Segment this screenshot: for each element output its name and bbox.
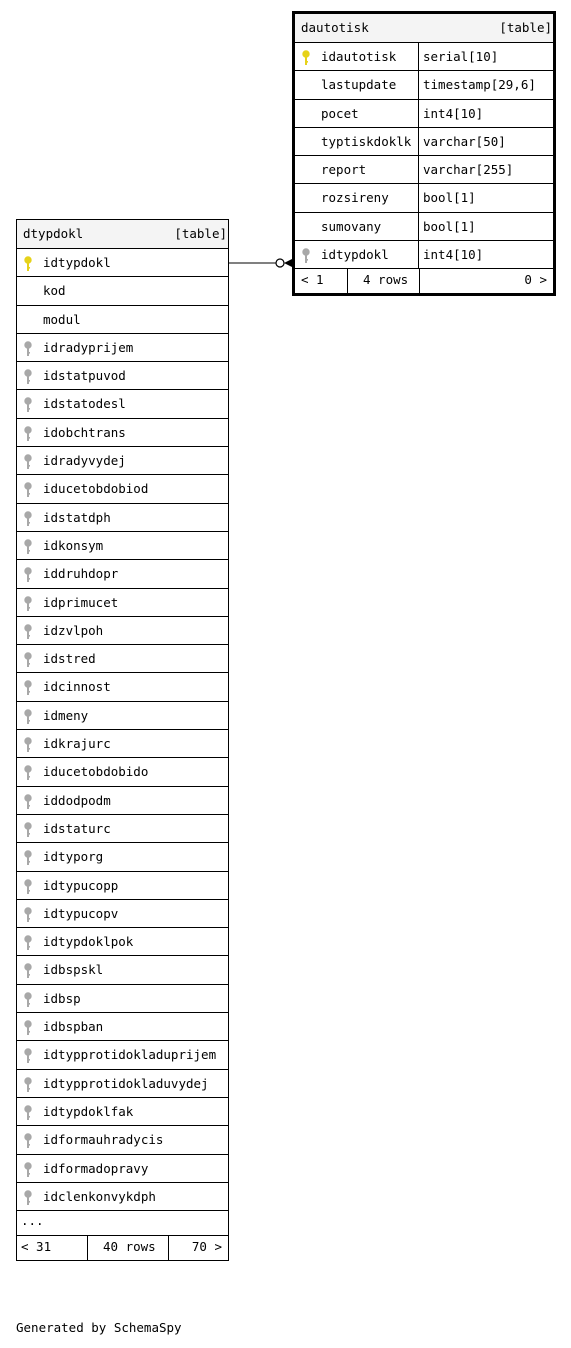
column-row[interactable] <box>17 447 228 475</box>
column-row[interactable] <box>17 249 228 277</box>
column-row[interactable] <box>17 872 228 900</box>
column-name: idprimucet <box>43 594 119 610</box>
footer-parents-count[interactable]: < 31 <box>21 1239 52 1255</box>
column-row[interactable] <box>17 277 228 305</box>
footer-row-count: 40 rows <box>103 1239 156 1255</box>
column-name: iducetobdobiod <box>43 481 149 497</box>
footer-children-count[interactable]: 70 > <box>191 1239 222 1255</box>
column-row[interactable] <box>17 1041 228 1069</box>
column-row[interactable] <box>17 362 228 390</box>
foreign-key-icon <box>23 963 33 979</box>
column-name: idmeny <box>43 707 89 723</box>
column-row[interactable] <box>17 985 228 1013</box>
foreign-key-icon <box>23 822 33 838</box>
foreign-key-icon <box>23 369 33 385</box>
column-name: iddodpodm <box>43 792 111 808</box>
column-row[interactable] <box>17 645 228 673</box>
column-row[interactable] <box>295 241 553 269</box>
column-row[interactable] <box>17 815 228 843</box>
column-row[interactable] <box>17 560 228 588</box>
column-row[interactable] <box>295 71 553 99</box>
foreign-key-icon <box>23 511 33 527</box>
column-name: lastupdate <box>321 77 397 93</box>
column-row[interactable] <box>17 306 228 334</box>
column-type: bool[1] <box>418 213 553 240</box>
column-row[interactable] <box>295 100 553 128</box>
column-row[interactable] <box>17 673 228 701</box>
table-footer <box>17 1236 228 1260</box>
column-name: report <box>321 162 367 178</box>
column-name: idtypdoklpok <box>43 934 134 950</box>
column-row[interactable] <box>17 390 228 418</box>
foreign-key-icon <box>23 1133 33 1149</box>
column-name: idtypdoklfak <box>43 1103 134 1119</box>
foreign-key-icon <box>23 1020 33 1036</box>
column-name: idstatpuvod <box>43 368 126 384</box>
foreign-key-icon <box>23 1162 33 1178</box>
column-type: varchar[255] <box>418 156 553 183</box>
column-row[interactable] <box>17 928 228 956</box>
column-name: idobchtrans <box>43 424 126 440</box>
foreign-key-icon <box>23 1190 33 1206</box>
column-name: modul <box>43 311 81 327</box>
column-name: idzvlpoh <box>43 622 104 638</box>
footer-parents-count[interactable]: < 1 <box>301 272 324 288</box>
column-row[interactable] <box>17 956 228 984</box>
column-name: idradyvydej <box>43 453 126 469</box>
foreign-key-icon <box>23 850 33 866</box>
column-name: idkrajurc <box>43 736 111 752</box>
foreign-key-icon <box>23 567 33 583</box>
table-kind: [table] <box>174 226 227 241</box>
column-row[interactable] <box>17 589 228 617</box>
column-name: idtypucopv <box>43 905 119 921</box>
table-footer <box>295 269 553 293</box>
foreign-key-icon <box>23 680 33 696</box>
table-kind: [table] <box>499 20 552 35</box>
column-row[interactable] <box>17 617 228 645</box>
column-type: serial[10] <box>418 43 553 70</box>
footer-row-count: 4 rows <box>363 272 409 288</box>
column-name: idcinnost <box>43 679 111 695</box>
foreign-key-icon <box>23 397 33 413</box>
foreign-key-icon <box>23 1077 33 1093</box>
column-name: idbspskl <box>43 962 104 978</box>
column-name: idtypprotidokladuprijem <box>43 1047 217 1063</box>
column-type: varchar[50] <box>418 128 553 155</box>
column-row[interactable] <box>17 730 228 758</box>
column-name: idkonsym <box>43 537 104 553</box>
column-type: int4[10] <box>418 241 553 268</box>
column-row[interactable] <box>295 213 553 241</box>
column-name: idbsp <box>43 990 81 1006</box>
more-columns-indicator <box>17 1211 228 1236</box>
column-name: idstaturc <box>43 820 111 836</box>
table-name: dtypdokl <box>23 226 84 241</box>
column-name: idtypdokl <box>321 247 389 263</box>
column-row[interactable] <box>295 128 553 156</box>
column-name: idstred <box>43 651 96 667</box>
column-type: timestamp[29,6] <box>418 71 553 98</box>
primary-key-icon <box>301 50 311 66</box>
table-dautotisk[interactable] <box>292 11 556 296</box>
foreign-key-icon <box>23 652 33 668</box>
column-row[interactable] <box>17 758 228 786</box>
foreign-key-icon <box>23 1048 33 1064</box>
column-name: pocet <box>321 105 359 121</box>
foreign-key-icon <box>23 794 33 810</box>
column-name: idtypucopp <box>43 877 119 893</box>
ellipsis-text: ... <box>21 1213 44 1229</box>
column-name: idformadopravy <box>43 1160 149 1176</box>
column-row[interactable] <box>295 184 553 212</box>
column-row[interactable] <box>17 419 228 447</box>
foreign-key-icon <box>23 426 33 442</box>
foreign-key-icon <box>23 737 33 753</box>
foreign-key-icon <box>301 248 311 264</box>
column-name: idtyporg <box>43 849 104 865</box>
foreign-key-icon <box>23 539 33 555</box>
foreign-key-icon <box>23 879 33 895</box>
column-row[interactable] <box>295 43 553 71</box>
foreign-key-icon <box>23 454 33 470</box>
table-dtypdokl[interactable] <box>16 219 229 1261</box>
column-row[interactable] <box>17 1126 228 1154</box>
column-name: idbspban <box>43 1019 104 1035</box>
column-name: idformauhradycis <box>43 1132 164 1148</box>
column-name: rozsireny <box>321 190 389 206</box>
column-row[interactable] <box>17 1183 228 1211</box>
column-name: iducetobdobido <box>43 764 149 780</box>
column-row[interactable] <box>17 1013 228 1041</box>
foreign-key-icon <box>23 1105 33 1121</box>
column-name: idradyprijem <box>43 339 134 355</box>
column-name: idautotisk <box>321 49 397 64</box>
column-row[interactable] <box>17 532 228 560</box>
column-row[interactable] <box>17 843 228 871</box>
column-row[interactable] <box>17 1098 228 1126</box>
column-row[interactable] <box>17 475 228 503</box>
foreign-key-icon <box>23 935 33 951</box>
column-name: typtiskdoklk <box>321 133 412 149</box>
column-name: idtypdokl <box>43 255 111 270</box>
column-name: idtypprotidokladuvydej <box>43 1075 209 1091</box>
column-type: int4[10] <box>418 100 553 127</box>
primary-key-icon <box>23 256 33 272</box>
column-name: kod <box>43 283 66 299</box>
column-row[interactable] <box>17 504 228 532</box>
foreign-key-icon <box>23 624 33 640</box>
foreign-key-icon <box>23 765 33 781</box>
foreign-key-icon <box>23 482 33 498</box>
column-row[interactable] <box>17 702 228 730</box>
foreign-key-icon <box>23 907 33 923</box>
footer-children-count[interactable]: 0 > <box>524 272 547 288</box>
table-header[interactable] <box>295 14 553 43</box>
column-name: idstatodesl <box>43 396 126 412</box>
table-header[interactable] <box>17 220 228 249</box>
column-name: idstatdph <box>43 509 111 525</box>
foreign-key-icon <box>23 341 33 357</box>
column-row[interactable] <box>17 787 228 815</box>
column-name: idclenkonvykdph <box>43 1188 156 1204</box>
column-row[interactable] <box>295 156 553 184</box>
column-row[interactable] <box>17 334 228 362</box>
table-name: dautotisk <box>301 20 369 35</box>
foreign-key-icon <box>23 709 33 725</box>
foreign-key-icon <box>23 992 33 1008</box>
column-type: bool[1] <box>418 184 553 211</box>
column-row[interactable] <box>17 1070 228 1098</box>
column-name: sumovany <box>321 218 382 234</box>
generated-by-credit: Generated by SchemaSpy <box>16 1320 182 1335</box>
foreign-key-icon <box>23 596 33 612</box>
column-name: iddruhdopr <box>43 566 119 582</box>
column-row[interactable] <box>17 900 228 928</box>
column-row[interactable] <box>17 1155 228 1183</box>
